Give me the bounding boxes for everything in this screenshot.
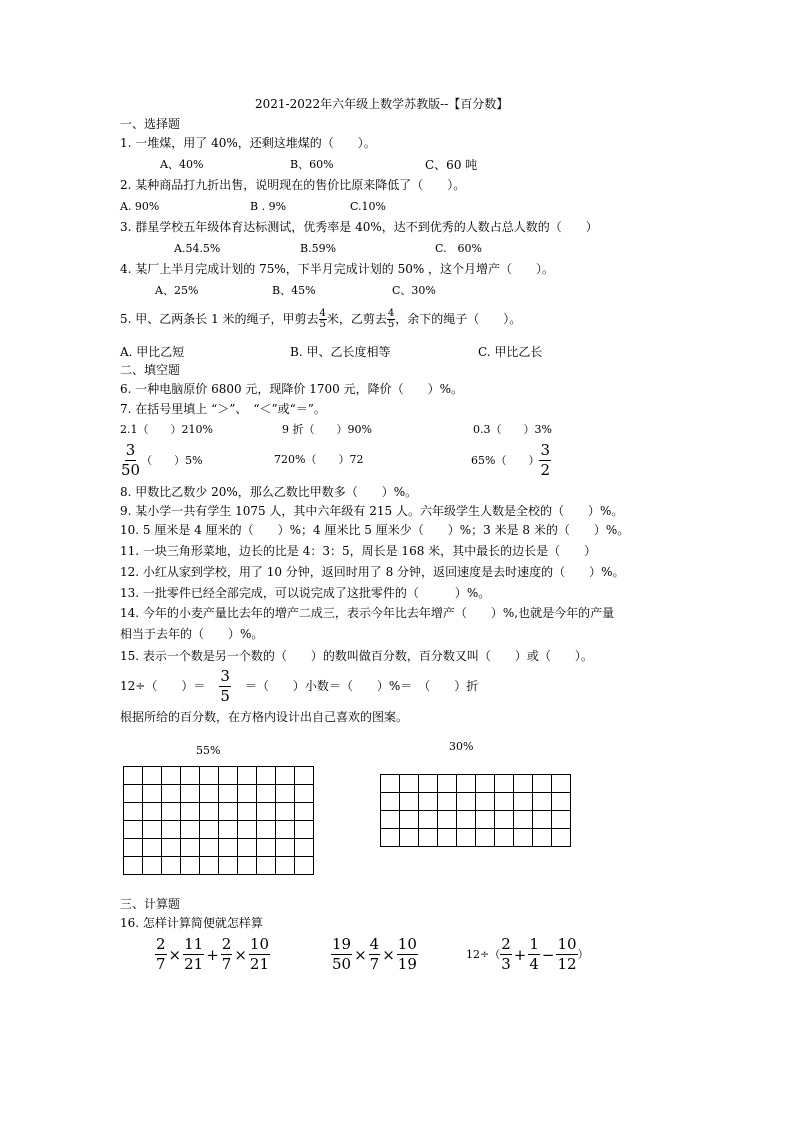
grid-cell[interactable]: [400, 775, 419, 793]
grid-cell[interactable]: [276, 767, 295, 785]
grid-cell[interactable]: [476, 775, 495, 793]
grid-cell[interactable]: [457, 811, 476, 829]
grid-cell[interactable]: [495, 775, 514, 793]
grid-cell[interactable]: [552, 775, 571, 793]
grid-cell[interactable]: [495, 829, 514, 847]
grid-cell[interactable]: [552, 829, 571, 847]
q2-option-a: A. 90%: [120, 200, 160, 213]
q7-row2-c: 65%（ ） $\frac{3}{2}$: [471, 441, 550, 479]
grid-cell[interactable]: [162, 821, 181, 839]
q4-option-a: A、25%: [155, 284, 199, 297]
q3-option-b: B.59%: [300, 242, 337, 255]
q5-fraction-2: $\frac{4}{5}$: [387, 308, 395, 330]
grid-cell[interactable]: [238, 767, 257, 785]
grid-cell[interactable]: [181, 857, 200, 875]
grid-cell[interactable]: [400, 793, 419, 811]
q4-option-c: C、30%: [392, 284, 436, 297]
question-2: 2. 某种商品打九折出售，说明现在的售价比原来降低了（ ）。: [120, 178, 466, 192]
grid-cell[interactable]: [200, 821, 219, 839]
q7-row2-fraction: $\frac{3}{50}$: [121, 441, 141, 479]
grid-cell[interactable]: [476, 793, 495, 811]
grid-cell[interactable]: [533, 811, 552, 829]
question-3: 3. 群星学校五年级体育达标测试，优秀率是 40%，达不到优秀的人数占总人数的（ ）: [120, 220, 598, 234]
grid-cell[interactable]: [143, 839, 162, 857]
page-title: 2021-2022年六年级上数学苏教版--【百分数】: [255, 97, 509, 111]
q5-text-3: ，余下的绳子（ ）。: [395, 312, 522, 326]
calc-expression-3: 12÷（ $\frac{2}{3}$ + $\frac{1}{4}$ − $\frac{10}{12}$ ）: [466, 935, 589, 973]
q7-row2-fraction-c: $\frac{3}{2}$: [540, 441, 550, 479]
grid-cell[interactable]: [295, 803, 314, 821]
grid-cell[interactable]: [238, 785, 257, 803]
question-9: 9. 某小学一共有学生 1075 人，其中六年级有 215 人。六年级学生人数是全校的（ ）%。: [120, 504, 624, 518]
q2-option-c: C.10%: [350, 200, 386, 213]
grid-cell[interactable]: [124, 821, 143, 839]
grid-cell[interactable]: [438, 811, 457, 829]
grid-cell[interactable]: [276, 821, 295, 839]
question-12: 12. 小红从家到学校，用了 10 分钟，返回时用了 8 分钟，返回速度是去时速度的（ ）%。: [120, 565, 625, 579]
calc-expression-2: $\frac{19}{50}$ × $\frac{4}{7}$ × $\frac{10}{19}$: [332, 935, 417, 973]
q4-option-b: B、45%: [272, 284, 316, 297]
q1-option-a: A、40%: [160, 158, 204, 171]
question-7: 7. 在括号里填上 “＞”、 “＜”或“＝”。: [120, 402, 326, 416]
grid-cell[interactable]: [200, 767, 219, 785]
grid-cell[interactable]: [276, 839, 295, 857]
question-6: 6. 一种电脑原价 6800 元，现降价 1700 元，降价（ ）%。: [120, 382, 464, 396]
question-5: [120, 298, 521, 340]
grid-cell[interactable]: [533, 793, 552, 811]
grid-cell[interactable]: [219, 857, 238, 875]
grid-cell[interactable]: [200, 785, 219, 803]
q5-fraction-1: $\frac{4}{5}$: [319, 308, 326, 330]
grid-cell[interactable]: [257, 839, 276, 857]
grid-cell[interactable]: [181, 839, 200, 857]
grid-cell[interactable]: [181, 767, 200, 785]
grid-cell[interactable]: [257, 821, 276, 839]
grid-cell[interactable]: [457, 829, 476, 847]
grid-cell[interactable]: [381, 793, 400, 811]
q5-text-2: 米，乙剪去: [326, 312, 387, 326]
grid-cell[interactable]: [219, 785, 238, 803]
q5-text-1: 5. 甲、乙两条长 1 米的绳子，甲剪去: [120, 312, 319, 326]
grid-cell[interactable]: [143, 821, 162, 839]
question-13: 13. 一批零件已经全部完成，可以说完成了这批零件的（ ）%。: [120, 586, 491, 600]
grid-cell[interactable]: [181, 821, 200, 839]
grid-cell[interactable]: [238, 821, 257, 839]
grid-cell[interactable]: [295, 857, 314, 875]
q3-option-c: C. 60%: [435, 242, 482, 255]
section-fill: 二、填空题: [120, 363, 181, 377]
q7-row2-a: $\frac{3}{50}$ （ ）5%: [121, 441, 203, 479]
grid-cell[interactable]: [476, 811, 495, 829]
grid-cell[interactable]: [514, 811, 533, 829]
grid-cell[interactable]: [295, 821, 314, 839]
q1-option-c: C、60 吨: [425, 158, 478, 172]
grid-cell[interactable]: [476, 829, 495, 847]
grid-cell[interactable]: [162, 839, 181, 857]
section-calc: 三、计算题: [120, 897, 181, 911]
grid-cell[interactable]: [200, 857, 219, 875]
grid1-label: 55%: [196, 744, 221, 757]
question-10: 10. 5 厘米是 4 厘米的（ ）%；4 厘米比 5 厘米少（ ）%；3 米是 8 米的（ ）%。: [120, 523, 630, 537]
grid-cell[interactable]: [381, 775, 400, 793]
grid-cell[interactable]: [419, 775, 438, 793]
grid-cell[interactable]: [552, 811, 571, 829]
grid-cell[interactable]: [181, 785, 200, 803]
grid-cell[interactable]: [162, 785, 181, 803]
grid-cell[interactable]: [143, 857, 162, 875]
grid-cell[interactable]: [438, 829, 457, 847]
question-16: 16. 怎样计算简便就怎样算: [120, 916, 263, 930]
grid-55-percent[interactable]: [123, 766, 314, 875]
q7-row2-b: 720%（ ）72: [274, 453, 364, 466]
question-8: 8. 甲数比乙数少 20%，那么乙数比甲数多（ ）%。: [120, 485, 418, 499]
grid-cell[interactable]: [257, 803, 276, 821]
grid-cell[interactable]: [400, 811, 419, 829]
grid-cell[interactable]: [181, 803, 200, 821]
question-4: 4. 某厂上半月完成计划的 75%，下半月完成计划的 50% ，这个月增产（ ）。: [120, 262, 555, 276]
calc-expression-1: $\frac{2}{7}$ × $\frac{11}{21}$ + $\frac{2}{7}$ × $\frac{10}{21}$: [156, 935, 270, 973]
question-1: 1. 一堆煤，用了 40%，还剩这堆煤的（ ）。: [120, 136, 376, 150]
grid-cell[interactable]: [533, 775, 552, 793]
grid-cell[interactable]: [438, 775, 457, 793]
grid-cell[interactable]: [238, 857, 257, 875]
q1-option-b: B、60%: [290, 158, 334, 171]
grid-cell[interactable]: [295, 839, 314, 857]
section-choice: 一、选择题: [120, 117, 181, 131]
grid-cell[interactable]: [276, 803, 295, 821]
grid-cell[interactable]: [552, 793, 571, 811]
grid-cell[interactable]: [295, 767, 314, 785]
question-15-equation: 12÷（ ）＝ $\frac{3}{5}$ ＝（ ）小数＝（ ）%＝ （ ）折: [120, 667, 479, 705]
grid-cell[interactable]: [143, 767, 162, 785]
grid-cell[interactable]: [257, 767, 276, 785]
grid-cell[interactable]: [514, 829, 533, 847]
grid-cell[interactable]: [200, 839, 219, 857]
grid-cell[interactable]: [124, 803, 143, 821]
grid-cell[interactable]: [419, 793, 438, 811]
q15-fraction: $\frac{3}{5}$: [220, 667, 230, 705]
grid-cell[interactable]: [257, 857, 276, 875]
grid-cell[interactable]: [238, 803, 257, 821]
grid-cell[interactable]: [400, 829, 419, 847]
grid-cell[interactable]: [514, 775, 533, 793]
grid-cell[interactable]: [162, 857, 181, 875]
grid-cell[interactable]: [495, 811, 514, 829]
q2-option-b: B . 9%: [250, 200, 287, 213]
grid-cell[interactable]: [124, 767, 143, 785]
question-11: 11. 一块三角形菜地，边长的比是 4：3：5，周长是 168 米，其中最长的边长是（ ）: [120, 544, 597, 558]
grid-cell[interactable]: [276, 785, 295, 803]
question-14-cont: 相当于去年的（ ）%。: [120, 627, 264, 641]
grid-cell[interactable]: [438, 793, 457, 811]
grid-cell[interactable]: [514, 793, 533, 811]
q7-row1-a: 2.1（ ）210%: [120, 423, 213, 436]
grid-cell[interactable]: [124, 785, 143, 803]
q5-option-a: A. 甲比乙短: [120, 345, 185, 359]
q5-option-b: B. 甲、乙长度相等: [290, 345, 391, 359]
grid-cell[interactable]: [419, 829, 438, 847]
grid-cell[interactable]: [219, 803, 238, 821]
grid-cell[interactable]: [219, 821, 238, 839]
grid-cell[interactable]: [495, 793, 514, 811]
design-instruction: 根据所给的百分数，在方格内设计出自己喜欢的图案。: [120, 710, 409, 724]
grid-cell[interactable]: [143, 785, 162, 803]
grid-cell[interactable]: [124, 839, 143, 857]
grid-cell[interactable]: [257, 785, 276, 803]
grid2-label: 30%: [449, 740, 474, 753]
grid-30-percent[interactable]: [380, 774, 571, 847]
q7-row1-c: 0.3（ ）3%: [473, 423, 552, 436]
grid-cell[interactable]: [533, 829, 552, 847]
grid-cell[interactable]: [162, 803, 181, 821]
grid-cell[interactable]: [124, 857, 143, 875]
grid-cell[interactable]: [457, 775, 476, 793]
grid-cell[interactable]: [276, 857, 295, 875]
q5-option-c: C. 甲比乙长: [478, 345, 543, 359]
grid-cell[interactable]: [295, 785, 314, 803]
grid-cell[interactable]: [238, 839, 257, 857]
grid-cell[interactable]: [219, 839, 238, 857]
grid-cell[interactable]: [457, 793, 476, 811]
question-14: 14. 今年的小麦产量比去年的增产二成三，表示今年比去年增产（ ）%,也就是今年的产量: [120, 606, 615, 620]
grid-cell[interactable]: [381, 811, 400, 829]
grid-cell[interactable]: [200, 803, 219, 821]
grid-cell[interactable]: [419, 811, 438, 829]
q7-row1-b: 9 折（ ）90%: [282, 423, 372, 436]
grid-cell[interactable]: [381, 829, 400, 847]
q3-option-a: A.54.5%: [174, 242, 221, 255]
grid-cell[interactable]: [143, 803, 162, 821]
grid-cell[interactable]: [219, 767, 238, 785]
question-15: 15. 表示一个数是另一个数的（ ）的数叫做百分数，百分数又叫（ ）或（ ）。: [120, 649, 593, 663]
grid-cell[interactable]: [162, 767, 181, 785]
